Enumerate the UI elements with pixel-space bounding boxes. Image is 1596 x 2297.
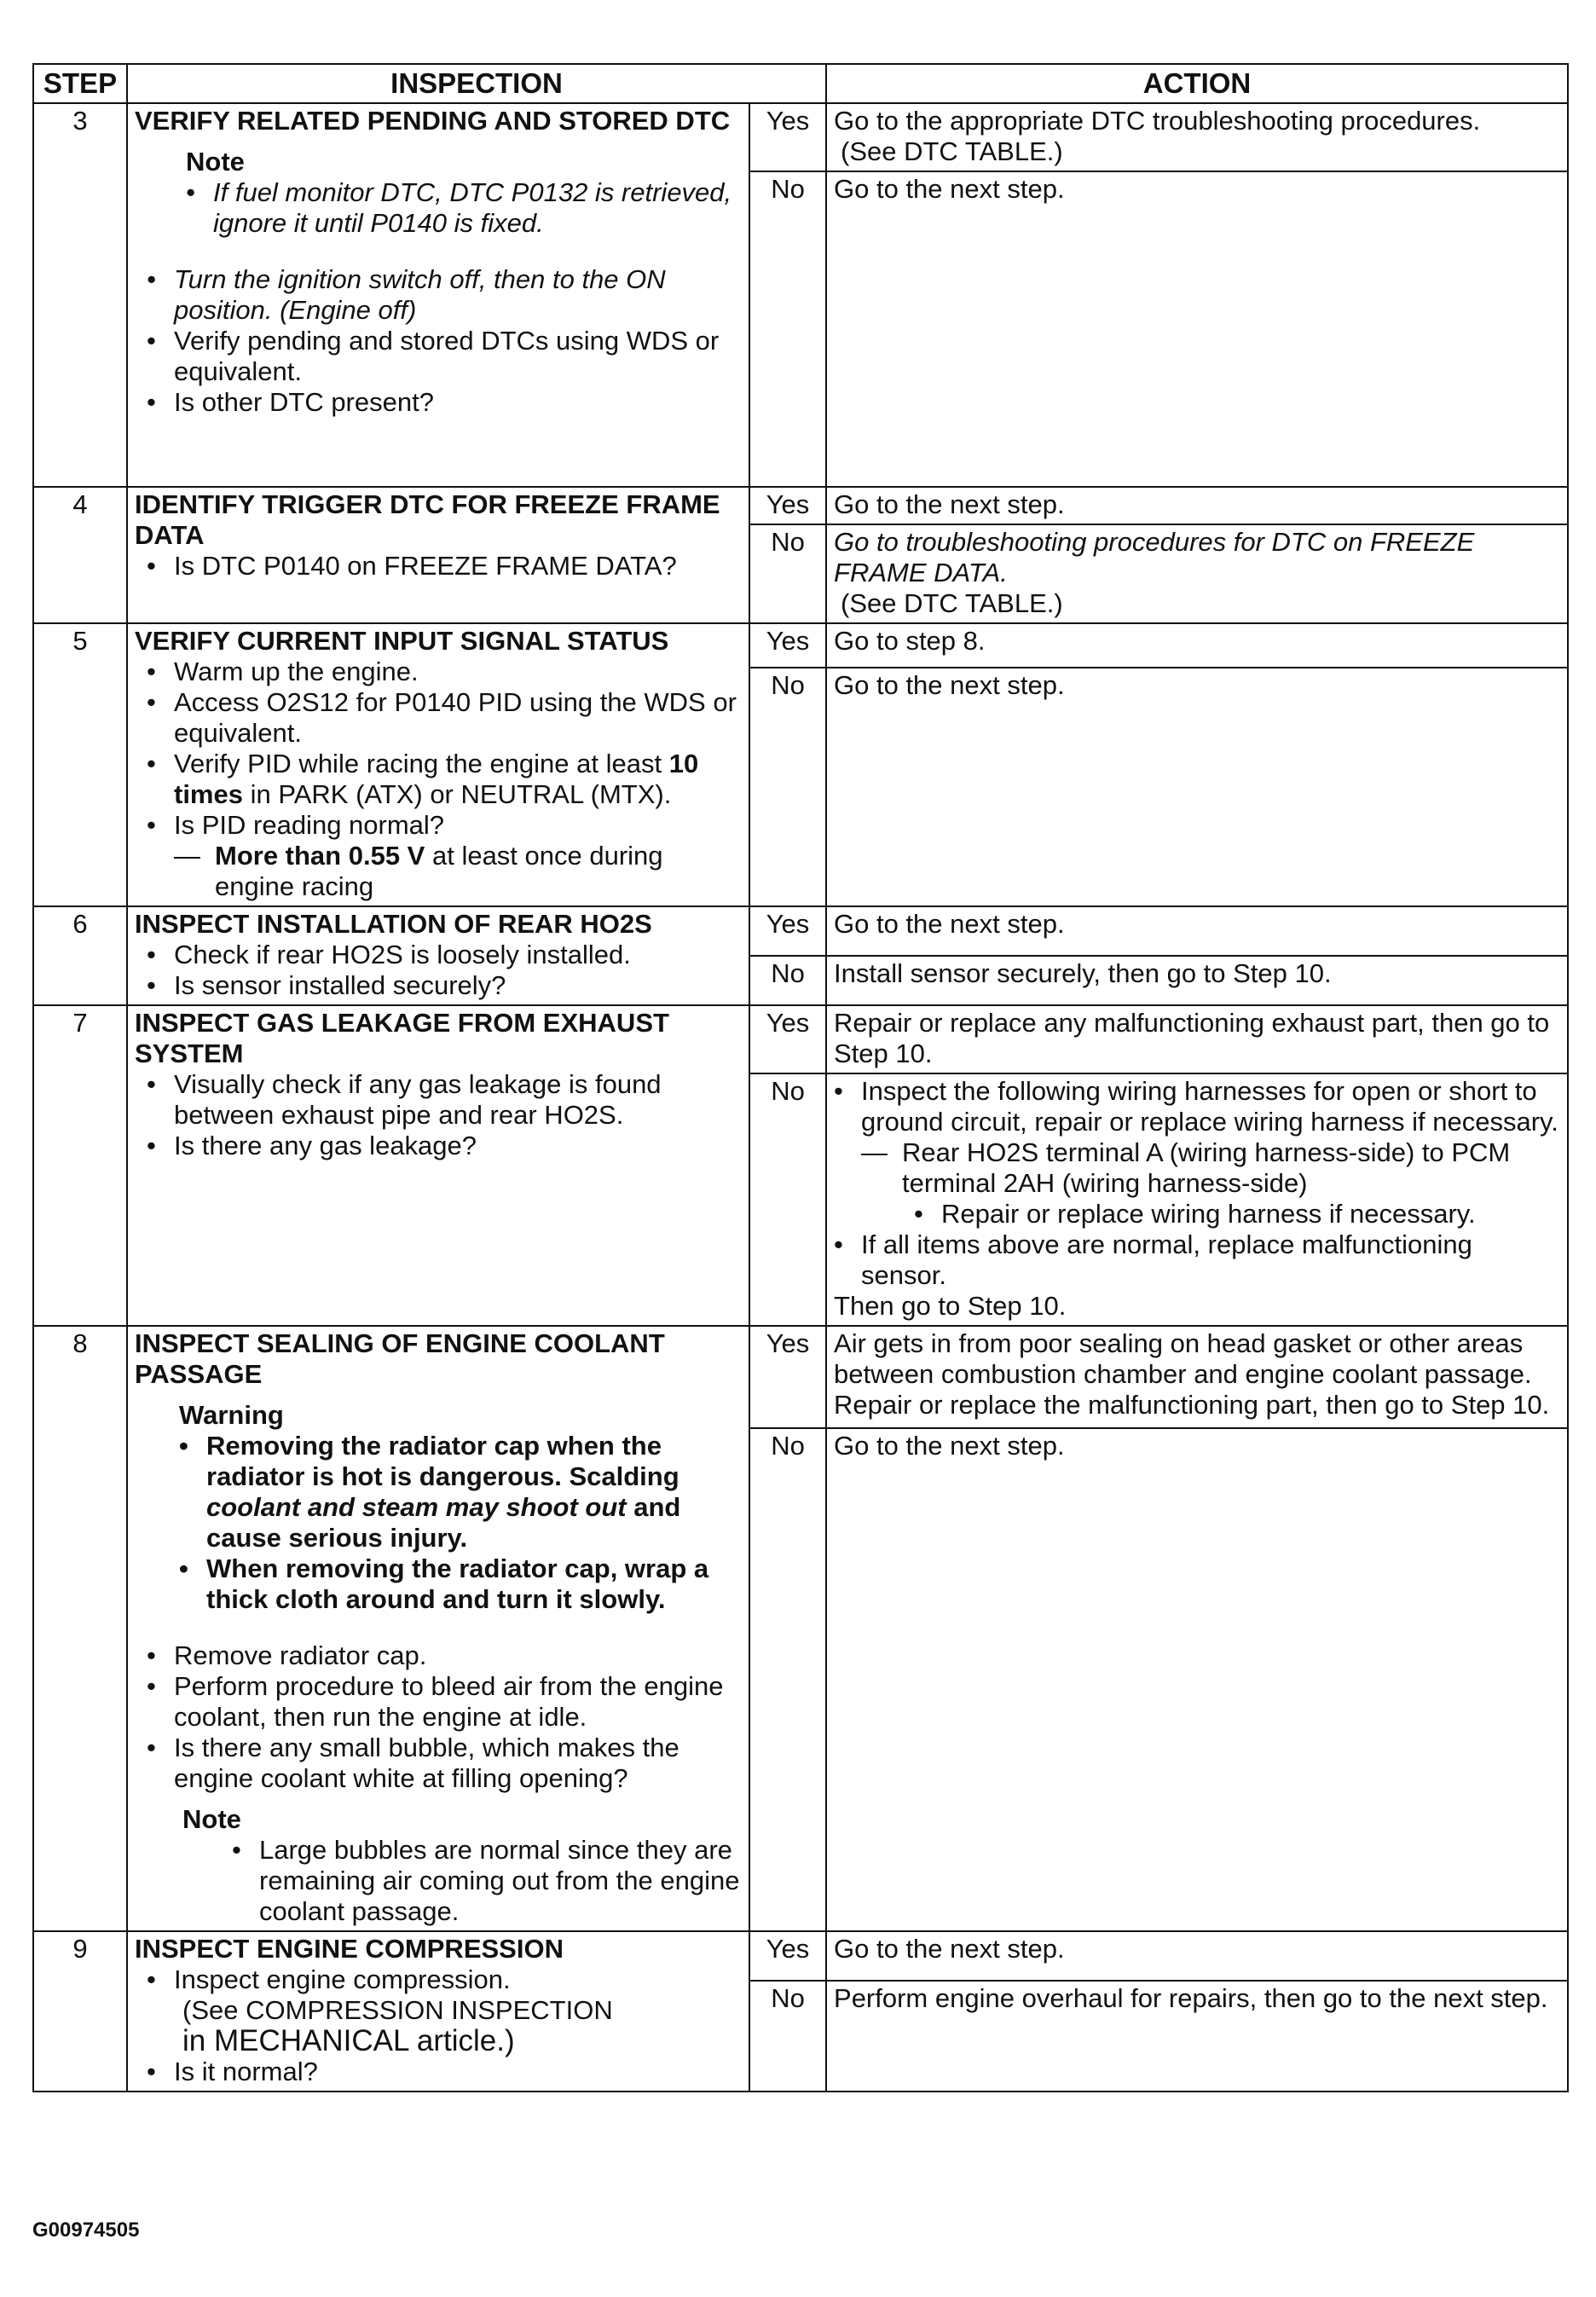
table-row	[33, 906, 1568, 956]
action-yes: Go to the next step.	[826, 487, 1568, 524]
table-row	[33, 103, 1568, 171]
list-item: • Verify PID while racing the engine at least 10 times in PARK (ATX) or NEUTRAL (MTX).	[135, 749, 742, 810]
step-title: VERIFY CURRENT INPUT SIGNAL STATUS	[135, 626, 669, 656]
step-title: INSPECT ENGINE COMPRESSION	[135, 1934, 564, 1964]
inspection-cell	[127, 487, 749, 623]
table-row	[33, 1005, 1568, 1073]
answer-yes: Yes	[749, 103, 826, 171]
action-no: Install sensor securely, then go to Step 10.	[826, 956, 1568, 1005]
action-no	[826, 1073, 1568, 1326]
inspection-cell	[127, 103, 749, 487]
answer-yes: Yes	[749, 623, 826, 668]
figure-id: G00974505	[32, 2219, 140, 2242]
step-title: IDENTIFY TRIGGER DTC FOR FREEZE FRAME DATA	[135, 489, 720, 550]
step-title: INSPECT SEALING OF ENGINE COOLANT PASSAGE	[135, 1328, 665, 1389]
header-inspection: INSPECTION	[127, 64, 826, 103]
list-item: • Is sensor installed securely?	[135, 970, 742, 1001]
action-yes: Go to the appropriate DTC troubleshooting procedures. (See DTC TABLE.)	[826, 103, 1568, 171]
answer-yes: Yes	[749, 1326, 826, 1428]
list-item: • Is there any small bubble, which makes the engine coolant white at filling opening?	[135, 1733, 742, 1794]
step-number: 6	[33, 906, 127, 1005]
step-number: 4	[33, 487, 127, 623]
answer-no: No	[749, 956, 826, 1005]
reference-text: in MECHANICAL article.)	[182, 2024, 515, 2057]
warning-label: Warning	[179, 1400, 284, 1430]
list-item: • Repair or replace wiring harness if necessary.	[902, 1199, 1560, 1230]
answer-no: No	[749, 1981, 826, 2092]
harness-item: — Rear HO2S terminal A (wiring harness-side) to PCM terminal 2AH (wiring harness-side)	[861, 1137, 1560, 1199]
list-item: • Perform procedure to bleed air from the engine coolant, then run the engine at idle.	[135, 1671, 742, 1733]
action-no: Go to the next step.	[826, 1428, 1568, 1931]
list-item: • Is it normal?	[135, 2057, 742, 2087]
list-item: • Is DTC P0140 on FREEZE FRAME DATA?	[135, 551, 742, 581]
action-no: Go to troubleshooting procedures for DTC on FREEZE FRAME DATA. (See DTC TABLE.)	[826, 524, 1568, 623]
list-item: • Check if rear HO2S is loosely installed.	[135, 940, 742, 970]
list-item: • Is there any gas leakage?	[135, 1131, 742, 1161]
inspection-cell	[127, 1005, 749, 1326]
table-header-row	[33, 64, 1568, 103]
action-no: Perform engine overhaul for repairs, then go to the next step.	[826, 1981, 1568, 2092]
table-row	[33, 623, 1568, 668]
action-yes: Repair or replace any malfunctioning exhaust part, then go to Step 10.	[826, 1005, 1568, 1073]
sub-criterion: — More than 0.55 V at least once during engine racing	[174, 841, 742, 902]
inspection-cell	[127, 1931, 749, 2092]
warning-item: • Removing the radiator cap when the radiator is hot is dangerous. Scalding coolant and steam may shoot out and cause serious injury.	[167, 1431, 742, 1554]
inspection-cell	[127, 623, 749, 906]
action-yes: Go to step 8.	[826, 623, 1568, 668]
answer-no: No	[749, 171, 826, 487]
list-item: • Inspect the following wiring harnesses for open or short to ground circuit, repair or replace wiring harness if necessary.	[822, 1076, 1560, 1137]
table-row	[33, 1326, 1568, 1428]
step-number: 8	[33, 1326, 127, 1931]
note-label: Note	[182, 1804, 241, 1834]
action-end: Then go to Step 10.	[834, 1291, 1067, 1321]
inspection-cell	[127, 906, 749, 1005]
action-yes: Go to the next step.	[826, 1931, 1568, 1981]
note-label: Note	[186, 147, 245, 176]
table-row	[33, 487, 1568, 524]
header-step: STEP	[33, 64, 127, 103]
inspection-table-page	[32, 63, 1567, 2195]
warning-item: • When removing the radiator cap, wrap a thick cloth around and turn it slowly.	[167, 1554, 742, 1615]
list-item: • Verify pending and stored DTCs using WDS or equivalent.	[135, 326, 742, 387]
inspection-cell	[127, 1326, 749, 1931]
list-item: • Access O2S12 for P0140 PID using the WDS or equivalent.	[135, 687, 742, 749]
answer-yes: Yes	[749, 1931, 826, 1981]
list-item: • Inspect engine compression.	[135, 1964, 742, 1995]
step-number: 3	[33, 103, 127, 487]
answer-no: No	[749, 668, 826, 906]
answer-yes: Yes	[749, 1005, 826, 1073]
list-item: • Turn the ignition switch off, then to the ON position. (Engine off)	[135, 264, 742, 326]
header-action: ACTION	[826, 64, 1568, 103]
note-item: • If fuel monitor DTC, DTC P0132 is retrieved, ignore it until P0140 is fixed.	[174, 177, 742, 239]
step-title: INSPECT GAS LEAKAGE FROM EXHAUST SYSTEM	[135, 1008, 669, 1068]
answer-no: No	[749, 1428, 826, 1931]
table-row	[33, 1931, 1568, 1981]
answer-yes: Yes	[749, 906, 826, 956]
action-no: Go to the next step.	[826, 668, 1568, 906]
answer-no: No	[749, 1073, 826, 1326]
answer-no: No	[749, 524, 826, 623]
action-yes: Go to the next step.	[826, 906, 1568, 956]
list-item: • Is PID reading normal?	[135, 810, 742, 841]
list-item: • If all items above are normal, replace malfunctioning sensor.	[822, 1230, 1560, 1291]
step-title: INSPECT INSTALLATION OF REAR HO2S	[135, 909, 652, 939]
list-item: • Visually check if any gas leakage is found between exhaust pipe and rear HO2S.	[135, 1069, 742, 1131]
note-item: • Large bubbles are normal since they are remaining air coming out from the engine coolant passage.	[220, 1835, 742, 1927]
step-number: 5	[33, 623, 127, 906]
reference-text: (See COMPRESSION INSPECTION	[182, 1995, 613, 2025]
step-title: VERIFY RELATED PENDING AND STORED DTC	[135, 106, 731, 136]
list-item: • Is other DTC present?	[135, 387, 742, 418]
action-yes: Air gets in from poor sealing on head gasket or other areas between combustion chamber and engine coolant passage. Repair or replace the malfunctioning part, then go to Step 10.	[826, 1326, 1568, 1428]
list-item: • Warm up the engine.	[135, 657, 742, 687]
step-number: 9	[33, 1931, 127, 2092]
list-item: • Remove radiator cap.	[135, 1640, 742, 1671]
answer-yes: Yes	[749, 487, 826, 524]
step-number: 7	[33, 1005, 127, 1326]
action-no: Go to the next step.	[826, 171, 1568, 487]
inspection-table	[32, 63, 1569, 2092]
